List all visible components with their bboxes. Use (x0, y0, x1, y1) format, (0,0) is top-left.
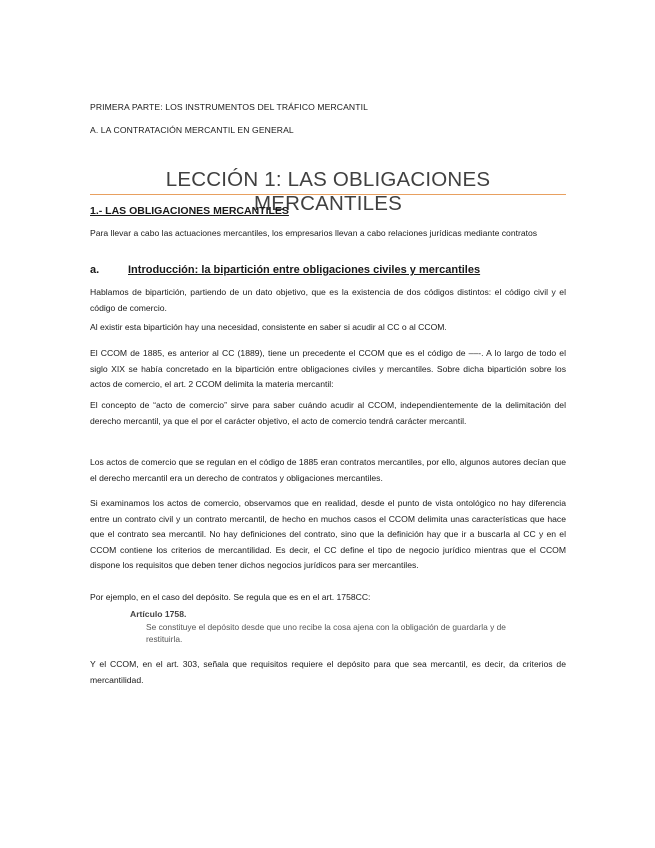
article-quote (130, 609, 530, 645)
lesson-title: LECCIÓN 1: LAS OBLIGACIONES MERCANTILES (165, 168, 491, 215)
paragraph-3: El CCOM de 1885, es anterior al CC (1889), tiene un precedente el CCOM que es el código de ––-. A lo largo de todo el siglo XIX se había concretado en la bipartición entre obligaciones civiles y mercantiles. Sobre dicha bipartición sobre los actos de comercio, el art. 2 CCOM delimita la materia mercantil: (90, 348, 566, 389)
section-header: A. LA CONTRATACIÓN MERCANTIL EN GENERAL (90, 125, 294, 135)
paragraph-5: Los actos de comercio que se regulan en el código de 1885 eran contratos mercantiles, por ello, algunos autores decían que el derecho mercantil era un derecho de contratos y obligaciones mercantiles. (90, 457, 566, 483)
paragraph-7: Por ejemplo, en el caso del depósito. Se regula que es en el art. 1758CC: (90, 592, 371, 602)
paragraph-6: Si examinamos los actos de comercio, observamos que en realidad, desde el punto de vista ontológico no hay diferencia entre un contrato civil y un contrato mercantil, de hecho en muchos casos el CCOM delimita unas características que hace que el contrato sea mercantil. No hay definiciones del contrato, sino que la definición hay que ir a buscarla al CC y en el CCOM contiene los criterios de mercantilidad. Es decir, el CC define el tipo de negocio jurídico mientras que el CCOM dispone los requisitos que deben tener dichos negocios jurídicos para ser mercantiles. (90, 498, 566, 570)
subheading-text: Introducción: la bipartición entre obligaciones civiles y mercantiles (128, 264, 481, 276)
section-heading-text: 1.- LAS OBLIGACIONES MERCANTILES (90, 205, 289, 217)
title-divider (90, 194, 566, 195)
paragraph-2: Al existir esta bipartición hay una necesidad, consistente en saber si acudir al CC o al CCOM. (90, 322, 447, 332)
paragraph-1: Hablamos de bipartición, partiendo de un dato objetivo, que es la existencia de dos códigos distintos: el código civil y el código de comercio. (90, 287, 566, 313)
subheading-letter: a. (90, 264, 100, 276)
quote-title: Artículo 1758. (130, 609, 187, 619)
section-heading (90, 205, 289, 217)
quote-body: Se constituye el depósito desde que uno recibe la cosa ajena con la obligación de guardarla y de restituirla. (146, 622, 506, 644)
part-header: PRIMERA PARTE: LOS INSTRUMENTOS DEL TRÁFICO MERCANTIL (90, 102, 368, 112)
closing-paragraph: Y el CCOM, en el art. 303, señala que requisitos requiere el depósito para que sea mercantil, es decir, da criterios de mercantilidad. (90, 659, 566, 685)
paragraph-4: El concepto de “acto de comercio” sirve para saber cuándo acudir al CCOM, independientemente de la delimitación del derecho mercantil, ya que el por el carácter objetivo, el acto de comercio tendrá carácter mercantil. (90, 400, 566, 426)
intro-paragraph: Para llevar a cabo las actuaciones mercantiles, los empresarios llevan a cabo relaciones jurídicas mediante contratos (90, 228, 538, 238)
